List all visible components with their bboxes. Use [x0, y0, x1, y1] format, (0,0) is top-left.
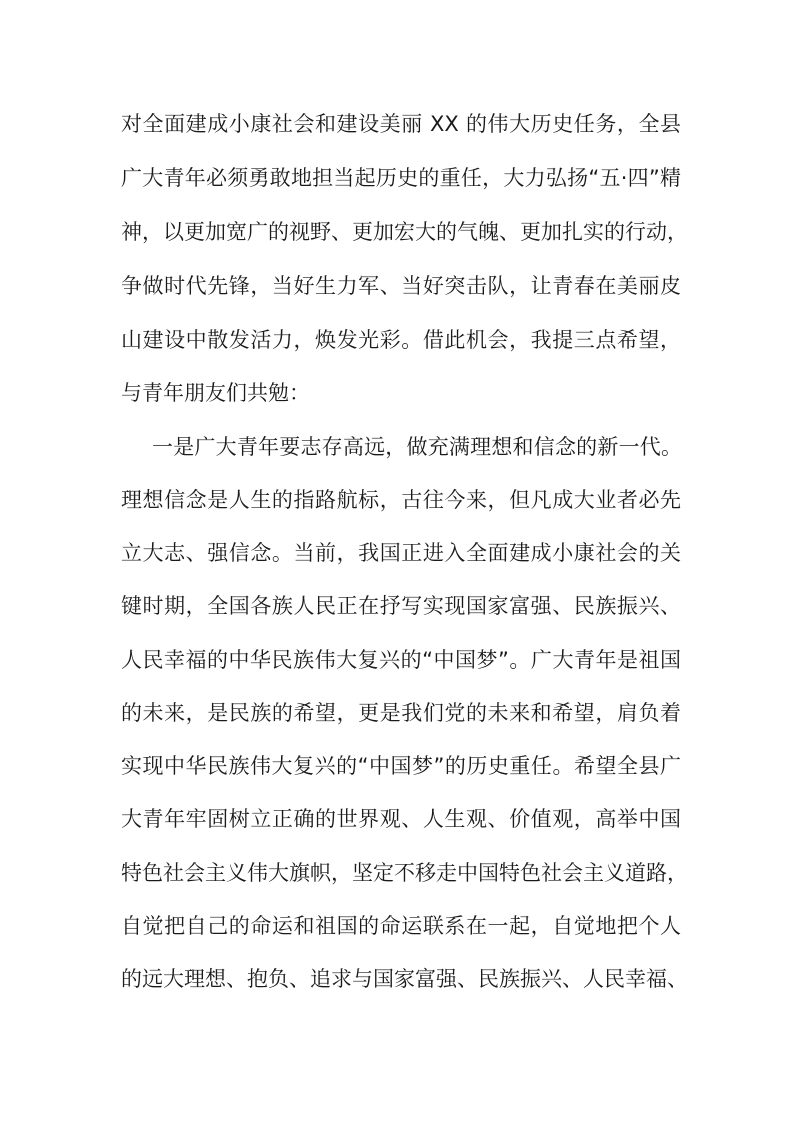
paragraph-2-line-3: 立大志、强信念。当前，我国正进入全面建成小康社会的关 [121, 541, 681, 565]
paragraph-2-line-4: 键时期，全国各族人民正在抒写实现国家富强、民族振兴、 [121, 594, 681, 618]
paragraph-2-line-2: 理想信念是人生的指路航标，古往今来，但凡成大业者必先 [121, 488, 681, 512]
paragraph-2-line-8: 大青年牢固树立正确的世界观、人生观、价值观，高举中国 [121, 807, 681, 831]
paragraph-1-line-2: 广大青年必须勇敢地担当起历史的重任，大力弘扬“五·四”精 [121, 166, 681, 190]
paragraph-2-line-9: 特色社会主义伟大旗帜，坚定不移走中国特色社会主义道路， [121, 861, 688, 885]
paragraph-2-line-7: 实现中华民族伟大复兴的“中国梦”的历史重任。希望全县广 [121, 754, 681, 778]
paragraph-1-line-3: 神，以更加宽广的视野、更加宏大的气魄、更加扎实的行动， [121, 220, 688, 244]
paragraph-1-line-6: 与青年朋友们共勉： [121, 381, 310, 405]
paragraph-2-line-5: 人民幸福的中华民族伟大复兴的“中国梦”。广大青年是祖国 [121, 648, 681, 672]
paragraph-2-line-11: 的远大理想、抱负、追求与国家富强、民族振兴、人民幸福、 [121, 967, 688, 991]
paragraph-2-line-1: 一是广大青年要志存高远，做充满理想和信念的新一代。 [152, 435, 682, 459]
paragraph-2-line-10: 自觉把自己的命运和祖国的命运联系在一起，自觉地把个人 [121, 914, 681, 938]
paragraph-2-line-6: 的未来，是民族的希望，更是我们党的未来和希望，肩负着 [121, 701, 681, 725]
paragraph-1-line-4: 争做时代先锋，当好生力军、当好突击队，让青春在美丽皮 [121, 274, 681, 298]
paragraph-1-line-5: 山建设中散发活力，焕发光彩。借此机会，我提三点希望， [121, 328, 681, 352]
paragraph-1-line-1: 对全面建成小康社会和建设美丽 XX 的伟大历史任务，全县 [121, 112, 681, 136]
